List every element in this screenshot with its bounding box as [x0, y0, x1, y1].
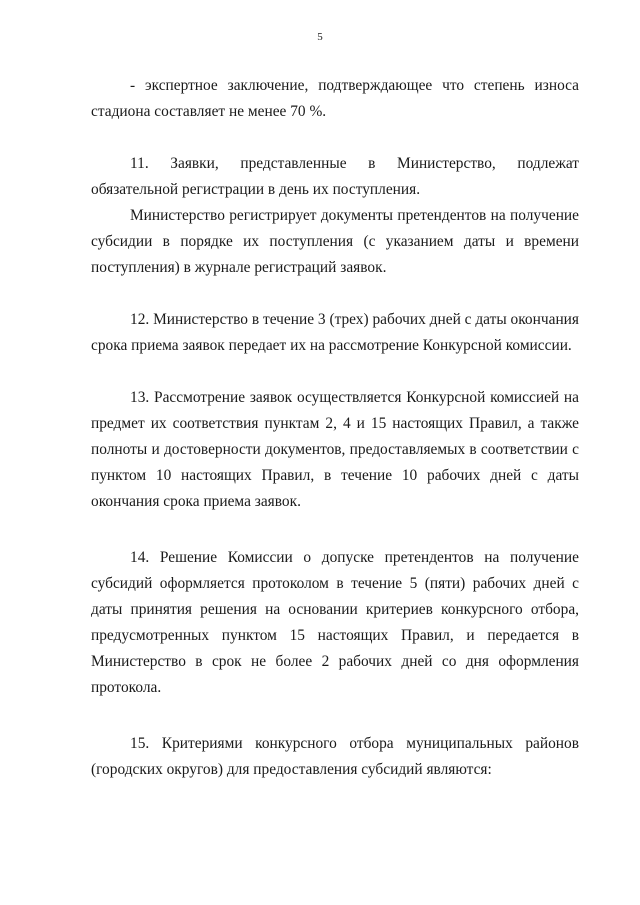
paragraph-11: 11. Заявки, представленные в Министерство, подлежат обязательной регистрации в день их поступления. — [91, 155, 579, 198]
paragraph-11-registration: Министерство регистрирует документы претендентов на получение субсидии в порядке их поступления (с указанием даты и времени поступления) в журнале регистраций заявок. — [91, 207, 579, 276]
paragraph-13: 13. Рассмотрение заявок осуществляется Конкурсной комиссией на предмет их соответствия пунктам 2, 4 и 15 настоящих Правил, а также полноты и достоверности документов, предоставляемых в соответствии с пунктом 10 настоящих Правил, в течение 10 рабочих дней с даты окончания срока приема заявок. — [91, 389, 579, 510]
paragraph-expert-conclusion: - экспертное заключение, подтверждающее что степень износа стадиона составляет не менее 70 %. — [91, 77, 579, 120]
paragraph-15: 15. Критериями конкурсного отбора муниципальных районов (городских округов) для предоставления субсидий являются: — [91, 735, 579, 778]
page-number: 5 — [317, 31, 323, 43]
document-body — [91, 73, 579, 783]
paragraph-12: 12. Министерство в течение 3 (трех) рабочих дней с даты окончания срока приема заявок передает их на рассмотрение Конкурсной комиссии. — [91, 311, 579, 354]
paragraph-14: 14. Решение Комиссии о допуске претендентов на получение субсидий оформляется протоколом в течение 5 (пяти) рабочих дней с даты принятия решения на основании критериев конкурсного отбора, предусмотренных пунктом 15 настоящих Правил, и передается в Министерство в срок не более 2 рабочих дней со дня оформления протокола. — [91, 549, 579, 696]
